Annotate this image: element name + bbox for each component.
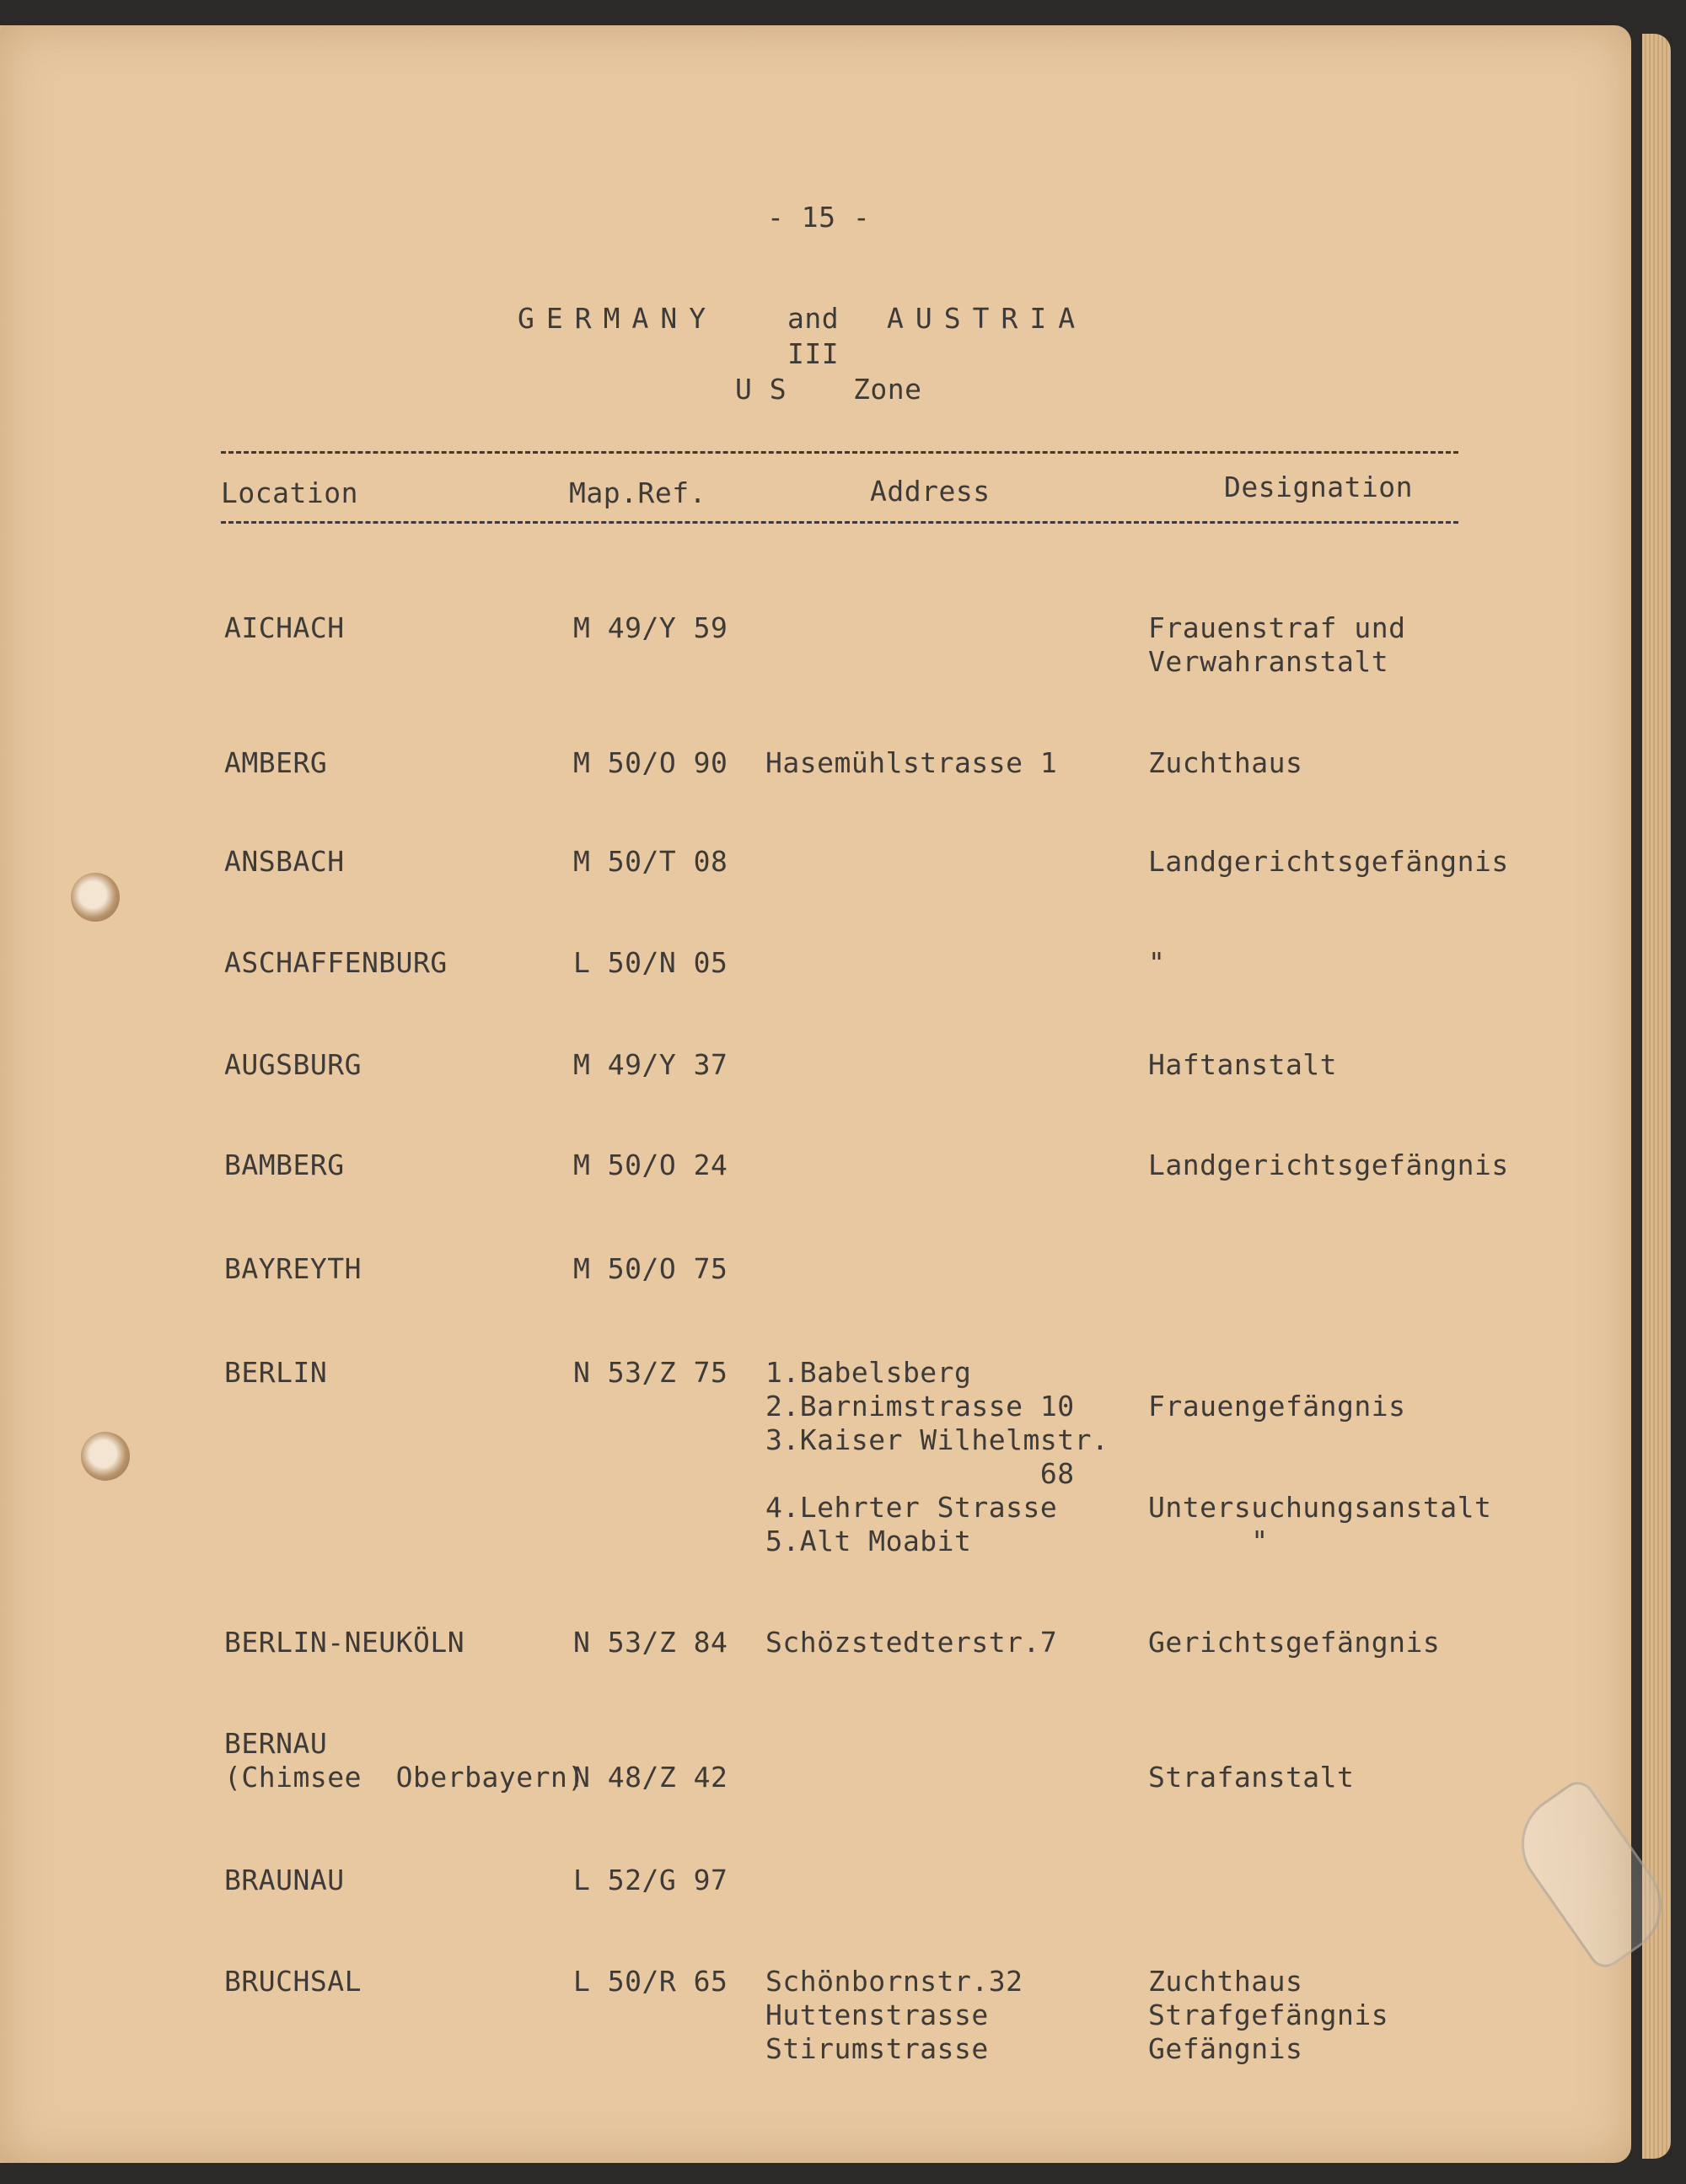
title-austria: AUSTRIA (887, 302, 1087, 335)
punch-hole (81, 1432, 130, 1481)
cell-location: BAYREYTH (224, 1252, 362, 1285)
cell-location: AICHACH (224, 611, 345, 644)
cell-designation: Frauenstraf und Verwahranstalt (1148, 611, 1406, 678)
header-rule-top (221, 451, 1458, 454)
cell-designation: Strafanstalt (1148, 1761, 1355, 1794)
cell-map-ref: L 50/N 05 (573, 946, 728, 979)
cell-location: ANSBACH (224, 845, 345, 878)
cell-designation: Frauengefängnis Untersuchungsanstalt " (1148, 1390, 1492, 1557)
cell-address: Schözstedterstr.7 (765, 1626, 1058, 1659)
title-roman-numeral: III (787, 337, 840, 370)
cell-address: 1.Babelsberg 2.Barnimstrasse 10 3.Kaiser Wilhelmstr. 68 4.Lehrter Strasse 5.Alt Moabit (765, 1356, 1109, 1557)
cell-address: Hasemühlstrasse 1 (765, 746, 1058, 779)
cell-map-ref: N 53/Z 84 (573, 1626, 728, 1659)
title-zone: Zone (853, 373, 922, 406)
cell-designation: Gerichtsgefängnis (1148, 1626, 1441, 1659)
cell-location: ASCHAFFENBURG (224, 946, 448, 979)
cell-designation: Haftanstalt (1148, 1048, 1338, 1081)
page-number: - 15 - (767, 201, 871, 234)
cell-map-ref: M 50/T 08 (573, 845, 728, 878)
header-address: Address (870, 475, 991, 508)
cell-location: BAMBERG (224, 1148, 345, 1181)
cell-location: BRAUNAU (224, 1864, 345, 1896)
cell-address: Schönbornstr.32 Huttenstrasse Stirumstrasse (765, 1965, 1023, 2065)
header-rule-bottom (221, 521, 1458, 524)
title-us: U S (735, 373, 787, 406)
header-map-ref: Map.Ref. (569, 476, 706, 509)
cell-map-ref: M 49/Y 59 (573, 611, 728, 644)
punch-hole (71, 873, 120, 922)
title-and: and (787, 302, 840, 335)
cell-designation: Zuchthaus (1148, 746, 1303, 779)
cell-location: AUGSBURG (224, 1048, 362, 1081)
cell-map-ref: L 50/R 65 (573, 1965, 728, 1998)
page-stack-edge (1642, 34, 1671, 2159)
header-location: Location (221, 476, 358, 509)
cell-designation: Landgerichtsgefängnis (1148, 1148, 1509, 1181)
cell-location: BERNAU (Chimsee Oberbayern) (224, 1727, 585, 1794)
cell-map-ref: M 50/O 90 (573, 746, 728, 779)
cell-designation: Zuchthaus Strafgefängnis Gefängnis (1148, 1965, 1389, 2065)
cell-location: AMBERG (224, 746, 328, 779)
cell-map-ref: M 49/Y 37 (573, 1048, 728, 1081)
cell-map-ref: M 50/O 75 (573, 1252, 728, 1285)
cell-location: BERLIN-NEUKÖLN (224, 1626, 465, 1659)
cell-map-ref: N 48/Z 42 (573, 1761, 728, 1794)
cell-map-ref: N 53/Z 75 (573, 1356, 728, 1389)
title-germany: GERMANY (518, 302, 718, 335)
cell-designation: Landgerichtsgefängnis (1148, 845, 1509, 878)
cell-map-ref: L 52/G 97 (573, 1864, 728, 1896)
cell-location: BRUCHSAL (224, 1965, 362, 1998)
cell-map-ref: M 50/O 24 (573, 1148, 728, 1181)
header-designation: Designation (1224, 471, 1414, 503)
cell-location: BERLIN (224, 1356, 328, 1389)
cell-designation: " (1148, 946, 1166, 979)
